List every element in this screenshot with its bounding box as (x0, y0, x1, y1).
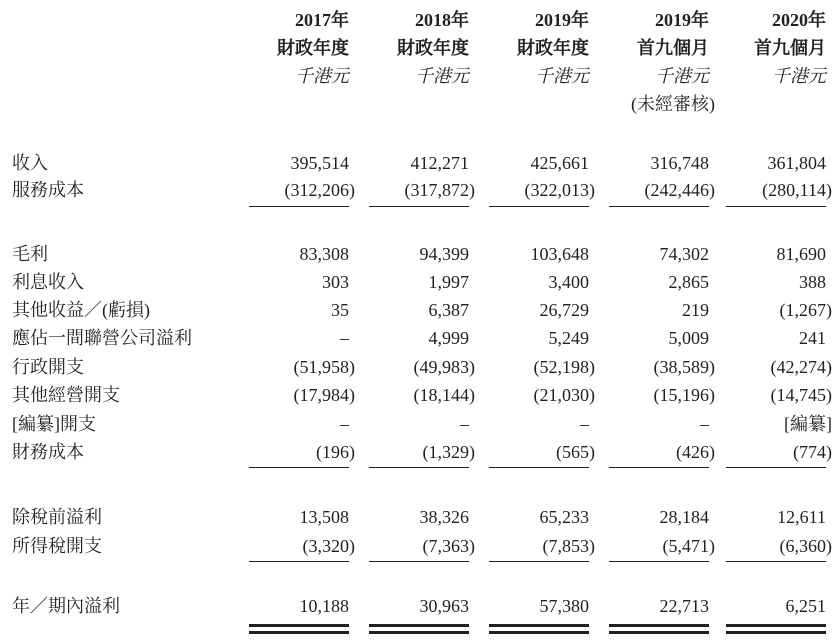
cell-value: (38,589) (653, 357, 715, 377)
cell-value: 5,009 (668, 328, 709, 348)
column-header-unit: 千港元 (535, 66, 589, 86)
cell-value: 316,748 (650, 153, 709, 173)
cell-value: (1,329) (422, 442, 475, 462)
cell-value: (242,446) (644, 180, 715, 200)
cell-value: – (580, 414, 589, 434)
row-label: 利息收入 (12, 272, 84, 292)
cell-value: 22,713 (659, 596, 709, 616)
subtotal-rule (249, 467, 349, 468)
subtotal-rule (726, 467, 826, 468)
row-label: 除稅前溢利 (12, 507, 102, 527)
column-header (339, 6, 469, 90)
cell-value: 26,729 (539, 300, 589, 320)
row-label: 毛利 (12, 244, 48, 264)
double-underline (489, 624, 589, 627)
column-header-unit: 千港元 (415, 66, 469, 86)
cell-value: (196) (316, 442, 355, 462)
cell-value: 219 (682, 300, 709, 320)
table-row (0, 324, 832, 352)
table-row (0, 149, 832, 177)
subtotal-rule (489, 206, 589, 207)
cell-value: (3,320) (302, 536, 355, 556)
cell-value: (565) (556, 442, 595, 462)
table-row (0, 176, 832, 204)
row-label: 財務成本 (12, 442, 84, 462)
cell-value: (1,267) (779, 300, 832, 320)
table-row (0, 438, 832, 466)
double-underline (249, 624, 349, 627)
double-underline (726, 624, 826, 627)
subtotal-rule (249, 561, 349, 562)
column-header (696, 6, 826, 90)
cell-value: 10,188 (299, 596, 349, 616)
column-header-year: 2017年 (295, 10, 349, 30)
cell-value: (51,958) (293, 357, 355, 377)
cell-value: 303 (322, 272, 349, 292)
row-label: 服務成本 (12, 180, 84, 200)
cell-value: 94,399 (419, 244, 469, 264)
double-underline (249, 631, 349, 634)
column-header-unit: 千港元 (772, 66, 826, 86)
cell-value: [編纂] (784, 414, 832, 434)
cell-value: 388 (799, 272, 826, 292)
subtotal-rule (369, 467, 469, 468)
row-label: 所得稅開支 (12, 536, 102, 556)
cell-value: 1,997 (428, 272, 469, 292)
column-header-period: 財政年度 (277, 38, 349, 58)
double-underline (369, 631, 469, 634)
table-row (0, 532, 832, 560)
cell-value: – (700, 414, 709, 434)
cell-value: (49,983) (413, 357, 475, 377)
cell-value: 361,804 (767, 153, 826, 173)
cell-value: 57,380 (539, 596, 589, 616)
column-header-unit: 千港元 (655, 66, 709, 86)
cell-value: (774) (793, 442, 832, 462)
cell-value: (7,853) (542, 536, 595, 556)
column-header-year: 2019年 (535, 10, 589, 30)
column-header-unit: 千港元 (295, 66, 349, 86)
cell-value: 65,233 (539, 507, 589, 527)
cell-value: 6,251 (785, 596, 826, 616)
subtotal-rule (249, 206, 349, 207)
cell-value: (5,471) (662, 536, 715, 556)
column-header-period: 財政年度 (517, 38, 589, 58)
subtotal-rule (609, 467, 709, 468)
cell-value: (6,360) (779, 536, 832, 556)
row-label: 收入 (12, 153, 48, 173)
double-underline (369, 624, 469, 627)
cell-value: (7,363) (422, 536, 475, 556)
cell-value: 412,271 (410, 153, 469, 173)
double-underline (726, 631, 826, 634)
subtotal-rule (609, 561, 709, 562)
cell-value: – (340, 328, 349, 348)
cell-value: 30,963 (419, 596, 469, 616)
cell-value: (322,013) (524, 180, 595, 200)
cell-value: (52,198) (533, 357, 595, 377)
cell-value: 28,184 (659, 507, 709, 527)
cell-value: 5,249 (548, 328, 589, 348)
column-header-year: 2020年 (772, 10, 826, 30)
column-header (219, 6, 349, 90)
cell-value: (14,745) (770, 385, 832, 405)
cell-value: 6,387 (428, 300, 469, 320)
cell-value: 241 (799, 328, 826, 348)
column-header-note: (未經審核) (631, 94, 715, 114)
cell-value: 81,690 (776, 244, 826, 264)
cell-value: 3,400 (548, 272, 589, 292)
subtotal-rule (726, 206, 826, 207)
row-label: [編纂]開支 (12, 414, 96, 434)
cell-value: (317,872) (404, 180, 475, 200)
double-underline (489, 631, 589, 634)
cell-value: 4,999 (428, 328, 469, 348)
subtotal-rule (726, 561, 826, 562)
row-label: 其他收益／(虧損) (12, 300, 150, 320)
column-header (459, 6, 589, 90)
cell-value: 83,308 (299, 244, 349, 264)
double-underline (609, 624, 709, 627)
column-header-year: 2019年 (655, 10, 709, 30)
table-row (0, 268, 832, 296)
column-header-period: 首九個月 (637, 38, 709, 58)
cell-value: (312,206) (284, 180, 355, 200)
column-header-period: 財政年度 (397, 38, 469, 58)
table-row (0, 240, 832, 268)
cell-value: (426) (676, 442, 715, 462)
subtotal-rule (369, 561, 469, 562)
table-row (0, 592, 832, 620)
subtotal-rule (489, 467, 589, 468)
column-header-year: 2018年 (415, 10, 469, 30)
cell-value: 74,302 (659, 244, 709, 264)
cell-value: 395,514 (290, 153, 349, 173)
row-label: 年／期內溢利 (12, 596, 120, 616)
subtotal-rule (609, 206, 709, 207)
table-row (0, 296, 832, 324)
table-row (0, 353, 832, 381)
table-row (0, 503, 832, 531)
column-header (579, 6, 715, 118)
subtotal-rule (369, 206, 469, 207)
subtotal-rule (489, 561, 589, 562)
cell-value: 425,661 (530, 153, 589, 173)
table-row (0, 381, 832, 409)
cell-value: (18,144) (413, 385, 475, 405)
cell-value: 2,865 (668, 272, 709, 292)
table-row (0, 410, 832, 438)
column-header-period: 首九個月 (754, 38, 826, 58)
cell-value: (21,030) (533, 385, 595, 405)
cell-value: – (460, 414, 469, 434)
cell-value: 35 (331, 300, 349, 320)
cell-value: (42,274) (770, 357, 832, 377)
row-label: 行政開支 (12, 357, 84, 377)
cell-value: (17,984) (293, 385, 355, 405)
row-label: 應佔一間聯營公司溢利 (12, 328, 192, 348)
cell-value: (280,114) (762, 180, 832, 200)
cell-value: 103,648 (530, 244, 589, 264)
double-underline (609, 631, 709, 634)
cell-value: (15,196) (653, 385, 715, 405)
cell-value: 38,326 (419, 507, 469, 527)
cell-value: – (340, 414, 349, 434)
row-label: 其他經營開支 (12, 385, 120, 405)
cell-value: 13,508 (299, 507, 349, 527)
cell-value: 12,611 (777, 507, 826, 527)
